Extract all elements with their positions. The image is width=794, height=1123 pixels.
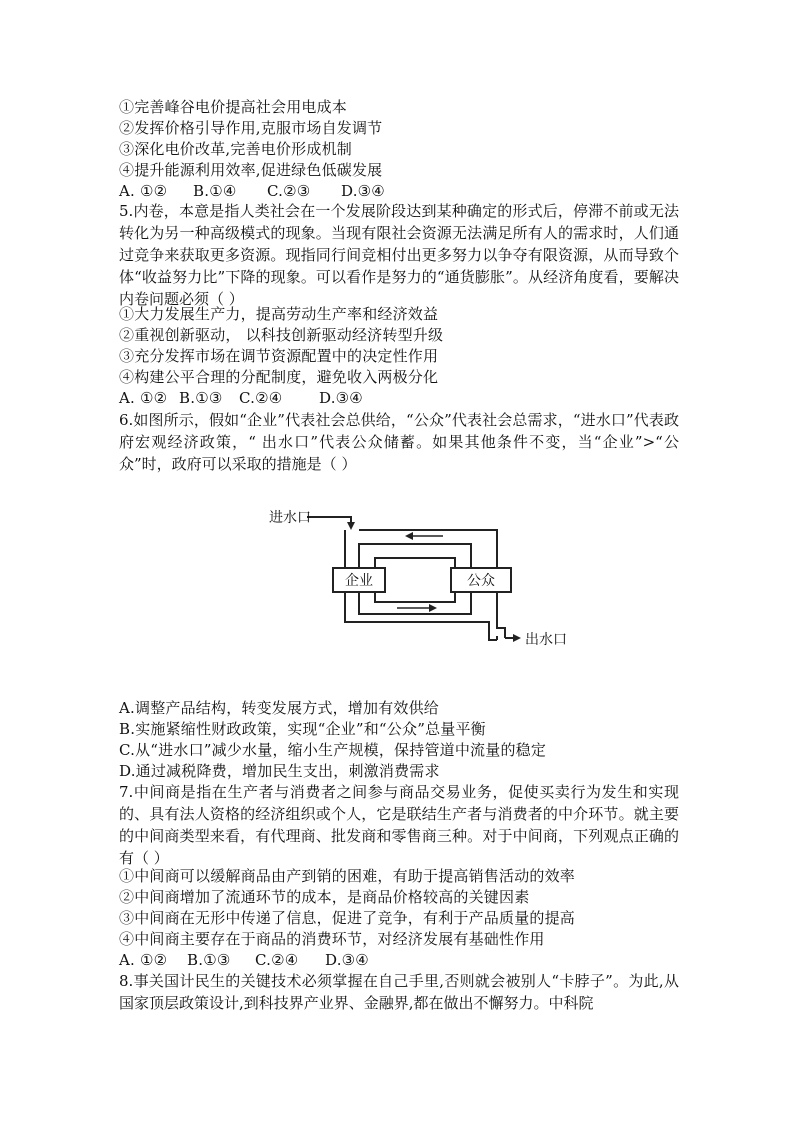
inlet-label: 进水口: [269, 510, 311, 526]
q7-item-2: ②中间商增加了流通环节的成本，是商品价格较高的关键因素: [119, 888, 530, 906]
q4-item-4: ④提升能源利用效率,促进绿色低碳发展: [119, 161, 383, 179]
q7-stem: 7.中间商是指在生产者与消费者之间参与商品交易业务，促使买卖行为发生和实现的、具有法人资格的经济组织或个人，它是联结生产者与消费者的中介环节。就主要的中间商类型来看，有代理商、批发商和零售商三种。对于中间商，下列观点正确的有（ ）: [119, 783, 679, 867]
q5-options: [119, 388, 363, 408]
outlet-arrow-head: [513, 634, 521, 642]
q7-item-4: ④中间商主要存在于商品的消费环节，对经济发展有基础性作用: [119, 930, 545, 948]
enterprise-label: 企业: [345, 573, 373, 589]
flow-arrow-top-head: [405, 532, 413, 540]
q7-item-1: ①中间商可以缓解商品由产到销的困难，有助于提高销售活动的效率: [119, 867, 576, 885]
q5-option-c: C.②④: [239, 389, 283, 407]
q5-item-2: ②重视创新驱动， 以科技创新驱动经济转型升级: [119, 326, 444, 344]
outlet-label: 出水口: [525, 632, 567, 648]
q7-option-d: D.③④: [325, 951, 369, 969]
inlet-arrow-head: [347, 522, 355, 530]
q7-option-c: C.②④: [255, 951, 299, 969]
pipe-diagram: [265, 500, 615, 660]
q5-item-4: ④构建公平合理的分配制度，避免收入两极分化: [119, 368, 439, 386]
q6-option-a: A.调整产品结构，转变发展方式，增加有效供给: [119, 699, 440, 717]
q4-item-2: ②发挥价格引导作用,克服市场自发调节: [119, 119, 383, 137]
q6-option-d: D.通过减税降费，增加民生支出，刺激消费需求: [119, 762, 440, 780]
q5-option-d: D.③④: [319, 389, 363, 407]
q7-option-b: B.①③: [187, 951, 231, 969]
q5-item-3: ③充分发挥市场在调节资源配置中的决定性作用: [119, 347, 439, 365]
q6-option-c: C.从“进水口”减少水量，缩小生产规模，保持管道中流量的稳定: [119, 741, 547, 759]
q5-option-b: B.①③: [179, 389, 223, 407]
q4-item-1: ①完善峰谷电价提高社会用电成本: [119, 98, 348, 116]
q6-option-b: B.实施紧缩性财政政策，实现“企业”和“公众”总量平衡: [119, 720, 486, 738]
q4-option-d: D.③④: [341, 182, 385, 200]
q6-stem: 6.如图所示，假如“企业”代表社会总供给，“公众”代表社会总需求，“进水口”代表政府宏观经济政策，“ 出水口”代表公众储蓄。如果其他条件不变，当“企业”>“公众”时，政府可以采取的措施是（ ）: [119, 411, 679, 473]
q7-options: [119, 950, 369, 970]
q4-options: [119, 181, 385, 201]
q5-stem: 5.内卷，本意是指人类社会在一个发展阶段达到某种确定的形式后，停滞不前或无法转化为另一种高级模式的现象。当现有限社会资源无法满足所有人的需求时，人们通过竞争来获取更多资源。现指同行间竞相付出更多努力以争夺有限资源，从而导致个体“收益努力比”下降的现象。可以看作是努力的“通货膨胀”。从经济角度看，要解决内卷问题必须（ ）: [119, 202, 679, 308]
q7-item-3: ③中间商在无形中传递了信息，促进了竞争，有利于产品质量的提高: [119, 909, 576, 927]
q5-option-a: A. ①②: [119, 389, 168, 407]
q4-option-b: B.①④: [193, 182, 237, 200]
q4-option-c: C.②③: [267, 182, 311, 200]
pipe-inner-core: [375, 558, 455, 602]
public-label: 公众: [467, 573, 495, 589]
q4-item-3: ③深化电价改革,完善电价形成机制: [119, 140, 352, 158]
q4-option-a: A. ①②: [119, 182, 168, 200]
q7-option-a: A. ①②: [119, 951, 168, 969]
flow-arrow-bottom-head: [429, 604, 437, 612]
q5-item-1: ①大力发展生产力，提高劳动生产率和经济效益: [119, 305, 439, 323]
q8-stem: 8.事关国计民生的关键技术必须掌握在自己手里,否则就会被别人“卡脖子”。为此,从国家顶层政策设计,到科技界产业界、金融界,都在做出不懈努力。中科院: [119, 972, 679, 1012]
